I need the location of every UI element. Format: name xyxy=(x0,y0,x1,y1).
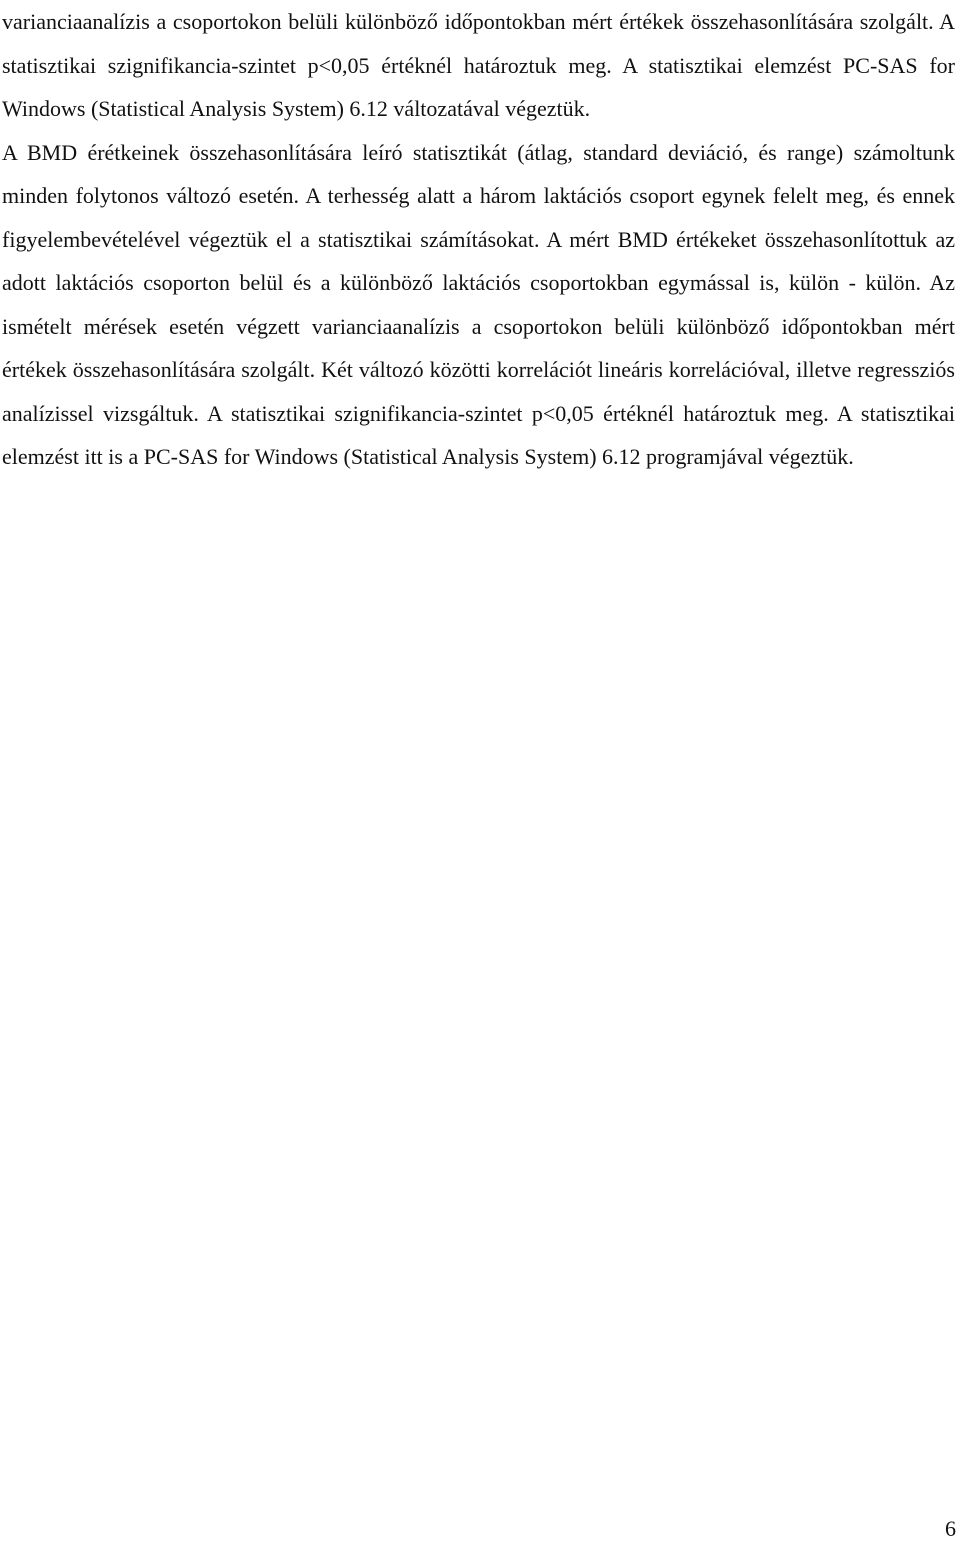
body-text xyxy=(2,0,955,479)
paragraph-methods-1: varianciaanalízis a csoportokon belüli különböző időpontokban mért értékek összehasonlítására szolgált. A statisztikai szignifikancia-szintet p<0,05 értéknél határoztuk meg. A statisztikai elemzést PC-SAS for Windows (Statistical Analysis System) 6.12 változatával végeztük. xyxy=(2,9,955,121)
page-number: 6 xyxy=(945,1516,956,1541)
paragraph-methods-2: A BMD érétkeinek összehasonlítására leíró statisztikát (átlag, standard deviáció, és range) számoltunk minden folytonos változó esetén. A terhesség alatt a három laktációs csoport egynek felelt meg, és ennek figyelembevételével végeztük el a statisztikai számításokat. A mért BMD értékeket összehasonlítottuk az adott laktációs csoporton belül és a különböző laktációs csoportokban egymással is, külön - külön. Az ismételt mérések esetén végzett varianciaanalízis a csoportokon belüli különböző időpontokban mért értékek összehasonlítására szolgált. Két változó közötti korrelációt lineáris korrelációval, illetve regressziós analízissel vizsgáltuk. A statisztikai szignifikancia-szintet p<0,05 értéknél határoztuk meg. A statisztikai elemzést itt is a PC-SAS for Windows (Statistical Analysis System) 6.12 programjával végeztük. xyxy=(2,139,955,469)
